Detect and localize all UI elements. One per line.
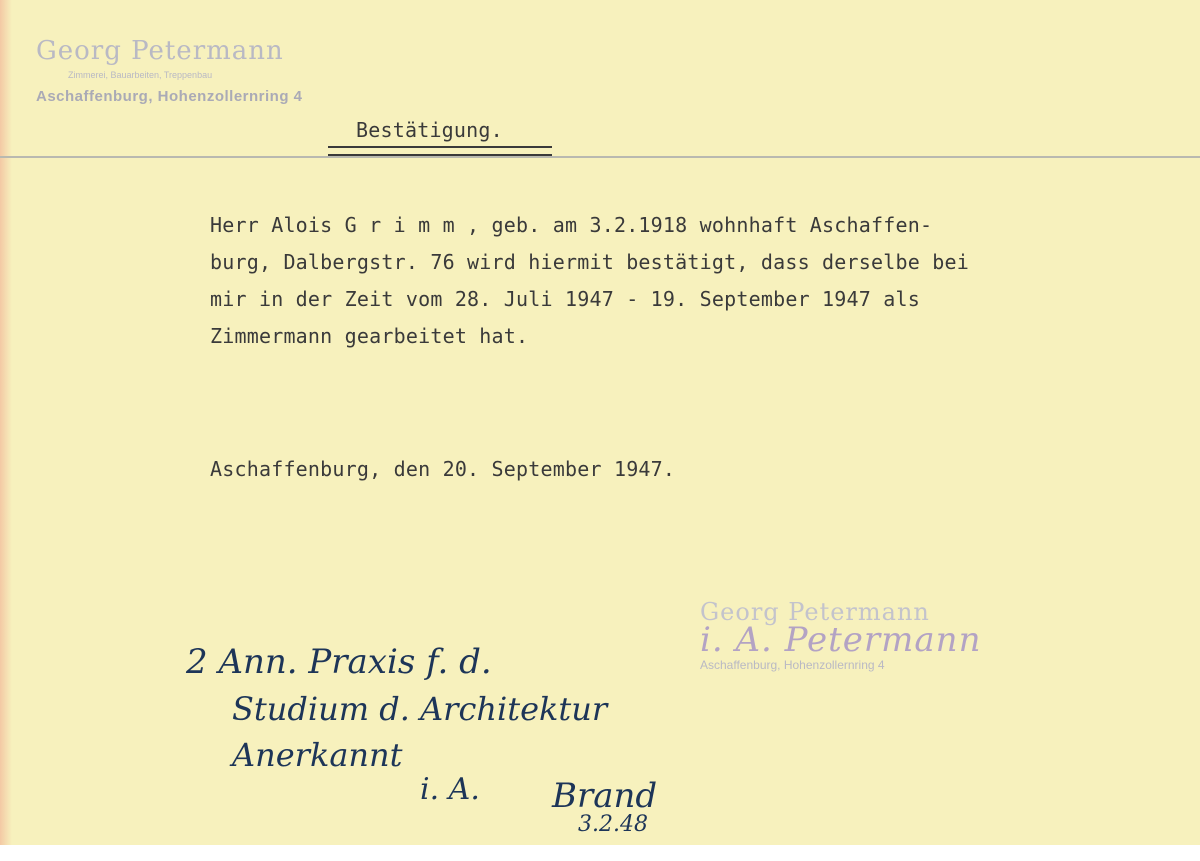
- handwritten-note-line-4: i. A.: [420, 772, 480, 807]
- handwritten-note-line-1: 2 Ann. Praxis f. d.: [186, 642, 492, 682]
- body-line-4: Zimmermann gearbeitet hat.: [210, 324, 529, 348]
- handwritten-note-line-2: Studium d. Architektur: [232, 690, 608, 728]
- company-stamp-signature: [700, 598, 981, 672]
- handwritten-date: 3.2.48: [578, 812, 648, 837]
- place-date-line: Aschaffenburg, den 20. September 1947.: [210, 457, 676, 481]
- handwritten-signature: Brand: [552, 776, 658, 816]
- stamp-company-name: Georg Petermann: [36, 36, 284, 66]
- body-line-2: burg, Dalbergstr. 76 wird hiermit bestätigt, dass derselbe bei: [210, 250, 969, 274]
- body-line-3: mir in der Zeit vom 28. Juli 1947 - 19. September 1947 als: [210, 287, 920, 311]
- stamp-company-address: Aschaffenburg, Hohenzollernring 4: [700, 658, 885, 672]
- stamp-signature: i. A. Petermann: [700, 620, 982, 660]
- handwritten-note-line-3: Anerkannt: [232, 736, 403, 774]
- stamp-company-trade: Zimmerei, Bauarbeiten, Treppenbau: [68, 70, 213, 80]
- stamp-company-address: Aschaffenburg, Hohenzollernring 4: [36, 88, 303, 105]
- paper-edge-stain: [0, 0, 12, 845]
- stamp-company-name: Georg Petermann: [700, 598, 930, 626]
- company-stamp-top: [36, 36, 303, 105]
- document-title: Bestätigung.: [356, 118, 503, 142]
- title-underline: [328, 146, 552, 156]
- body-line-1: Herr Alois G r i m m , geb. am 3.2.1918 wohnhaft Aschaffen-: [210, 213, 933, 237]
- fold-line: [0, 156, 1200, 158]
